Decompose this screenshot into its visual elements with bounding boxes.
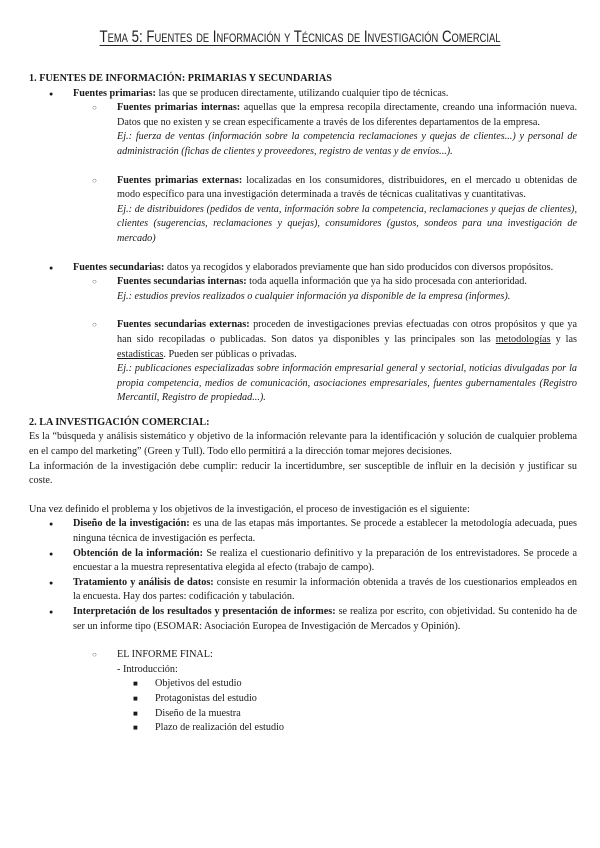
term-label: Fuentes secundarias: xyxy=(73,261,165,273)
list-item-primarias-externas xyxy=(29,174,577,247)
list-item-step xyxy=(29,576,577,605)
term-text: aquellas que la empresa recopila directamente, creando una información nueva. Datos que no existen y se crean específicamente a través de los diferentes departamentos de la empresa. xyxy=(117,102,577,128)
page-title: Tema 5: Fuentes de Información y Técnicas de Investigación Comercial xyxy=(99,27,501,46)
step-label: Diseño de la investigación: xyxy=(73,518,190,530)
example-text: Ej.: de distribuidores (pedidos de venta, información sobre la competencia, reclamaciones y quejas de clientes), clientes (sugerencias, reclamaciones y quejas), consumidores (gustos, sondeos para una investigación de mercado) xyxy=(117,203,577,244)
primarias-sublist xyxy=(29,101,577,246)
document-body xyxy=(29,72,577,736)
step-text: Se realiza el cuestionario definitivo y la preparación de los entrevistadores. Se procede a encuestar a la muestra representativa elegida al efecto (trabajo de campo). xyxy=(73,547,577,574)
term-text: . Pueden ser públicas o privadas. xyxy=(163,348,297,360)
secundarias-sublist xyxy=(29,275,577,406)
informe-item: ■ Plazo de realización del estudio xyxy=(117,721,577,736)
list-item-step xyxy=(29,605,577,634)
informe-label: EL INFORME FINAL: xyxy=(117,649,213,661)
list-item-secundarias-externas xyxy=(29,318,577,406)
example-text: Ej.: estudios previos realizados o cualquier información ya disponible de la empresa (informes). xyxy=(117,290,511,302)
list-item-secundarias xyxy=(29,261,577,406)
spacer xyxy=(29,634,577,648)
list-item-primarias xyxy=(29,87,577,247)
underlined-term-metodologias: metodologías xyxy=(495,333,551,345)
underlined-term-estadisticas: estadísticas xyxy=(117,348,164,360)
section-heading-2: 2. LA INVESTIGACIÓN COMERCIAL: xyxy=(29,416,210,428)
term-text: localizadas en los consumidores, distribuidores, en el mercado u obtenidas de modo específico para una investigación determinada a través de técnicas cualitativas y cuantitativas. xyxy=(117,174,577,201)
term-text: las que se producen directamente, utilizando cualquier tipo de técnicas. xyxy=(155,87,449,99)
term-label: Fuentes secundarias externas: xyxy=(117,319,250,331)
list-item-secundarias-internas xyxy=(29,275,577,304)
informe-item: ■ Diseño de la muestra xyxy=(117,707,577,722)
term-label: Fuentes primarias: xyxy=(73,87,156,99)
term-text: datos ya recogidos y elaborados previamente que han sido producidos con diversos propósitos. xyxy=(164,261,554,273)
list-item-primarias-internas xyxy=(29,101,577,159)
process-intro: Una vez definido el problema y los objetivos de la investigación, el proceso de investigación es el siguiente: xyxy=(29,503,470,515)
spacer xyxy=(29,247,577,261)
spacer xyxy=(29,160,577,174)
sources-list xyxy=(29,87,577,406)
list-item-step xyxy=(29,517,577,546)
informe-item: ■ Protagonistas del estudio xyxy=(117,692,577,707)
term-label: Fuentes secundarias internas: xyxy=(117,276,247,288)
list-item-informe-final xyxy=(29,648,577,736)
list-item-step xyxy=(29,547,577,576)
example-text: Ej.: publicaciones especializadas sobre información empresarial general y sectorial, noticias divulgadas por la propia competencia, medios de comunicación, asociaciones empresariales, fuentes gubernamentales (Registro Mercantil, Registro de propiedad...). xyxy=(117,363,577,404)
process-steps-list xyxy=(29,517,577,634)
step-text: se realiza por escrito, con objetividad. Su contenido ha de ser un informe tipo (ESOMAR: Asociación Europea de Investigación de Mercados y Opinión). xyxy=(73,606,577,632)
term-text: proceden de investigaciones previas efectuadas con otros propósitos y que ya han sido recopiladas o publicadas. Son datos ya disponibles y las principales son las xyxy=(117,319,577,345)
requirements-paragraph: La información de la investigación debe cumplir: reducir la incertidumbre, ser susceptible de influir en la decisión y justificar su coste. xyxy=(29,460,577,487)
term-text: y las xyxy=(550,333,577,345)
informe-items xyxy=(117,677,577,735)
spacer xyxy=(29,304,577,318)
step-label: Obtención de la información: xyxy=(73,547,203,559)
spacer xyxy=(29,406,577,416)
example-text: Ej.: fuerza de ventas (información sobre la competencia reclamaciones y quejas de clientes...) y personal de administración (fichas de clientes y proveedores, registro de ventas y de envíos...). xyxy=(117,131,577,157)
step-text: consiste en resumir la información obtenida a través de los cuestionarios empleados en la encuesta. Hay dos partes: codificación y tabulación. xyxy=(73,576,578,603)
section-heading-1: 1. FUENTES DE INFORMACIÓN: PRIMARIAS Y SECUNDARIAS xyxy=(29,73,332,84)
term-text: toda aquella información que ya ha sido procesada con anterioridad. xyxy=(246,276,527,288)
term-label: Fuentes primarias internas: xyxy=(117,102,241,114)
definition-paragraph: Es la “búsqueda y análisis sistemático y objetivo de la información relevante para la identificación y solución de cualquier problema en el campo del marketing” (Green y Tull). Todo ello permitirá a la dirección tomar mejores decisiones. xyxy=(29,431,577,458)
informe-sub: - Introducción: xyxy=(117,663,178,675)
step-text: es una de las etapas más importantes. Se procede a establecer la metodología adecuada, pues ninguna técnica de investigación es perfecta. xyxy=(73,518,577,545)
step-label: Tratamiento y análisis de datos: xyxy=(73,576,214,588)
informe-item: ■ Objetivos del estudio xyxy=(117,677,577,692)
step-label: Interpretación de los resultados y presentación de informes: xyxy=(73,606,336,617)
spacer xyxy=(29,489,577,503)
term-label: Fuentes primarias externas: xyxy=(117,174,243,186)
informe-list xyxy=(29,648,577,736)
